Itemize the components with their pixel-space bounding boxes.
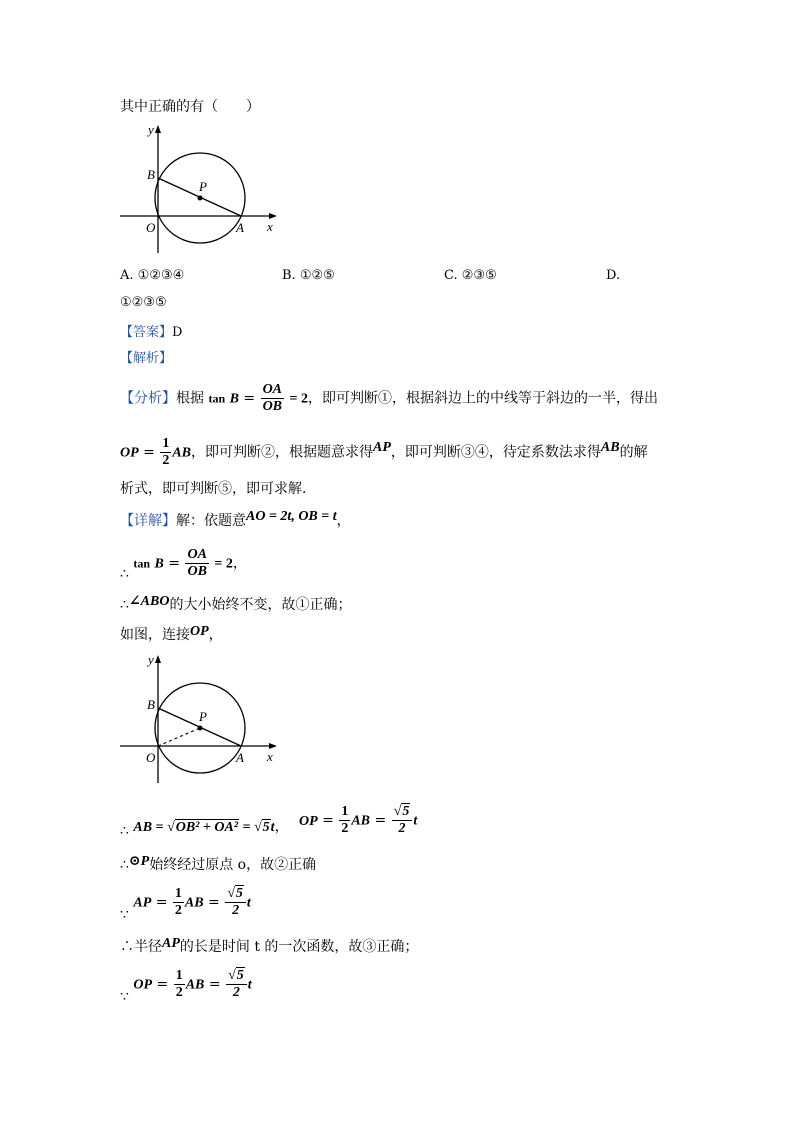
- point-label-o: O: [146, 220, 156, 235]
- point-label-b: B: [147, 697, 155, 712]
- question-tail: 其中正确的有（ ）: [120, 99, 260, 115]
- axis-label-x: x: [267, 749, 273, 764]
- option-b: B. ①②⑤: [282, 268, 335, 283]
- xiangjie-line-5: ∴ AB = √OB² + OA² = √5t， OP = $\frac{1}{2}$ AB = $\frac{√5}{2}$ t: [120, 804, 418, 839]
- option-d-text: ①②③⑤: [120, 295, 167, 310]
- xiangjie-line-1: 【详解】解：依题意AO = 2t, OB = t，: [120, 509, 351, 529]
- fenxi-line-2: OP = $\frac{1}{2}$ AB，即可判断②，根据题意求得AP，即可判断③④，待定系数法求得AB的解: [120, 436, 648, 468]
- xiangjie-line-8: ∴半径AP的长是时间 t 的一次函数，故③正确；: [120, 936, 419, 955]
- axis-label-y: y: [148, 122, 154, 137]
- xiangjie-line-3: ∴∠ABO的大小始终不变，故①正确；: [120, 594, 352, 613]
- point-label-o: O: [146, 750, 156, 765]
- point-label-a: A: [236, 220, 244, 235]
- option-d-letter: D.: [606, 268, 621, 283]
- coordinate-figure-1: [115, 118, 285, 258]
- point-label-b: B: [147, 167, 155, 182]
- point-label-a: A: [236, 750, 244, 765]
- axis-label-y: y: [148, 652, 154, 667]
- point-label-p: P: [199, 179, 207, 194]
- xiangjie-line-9: ∵ OP = $\frac{1}{2}$ AB = $\frac{√5}{2}$ t: [120, 968, 252, 1005]
- xiangjie-line-2: ∴ tan B = $\frac{OA}{OB}$ = 2，: [120, 547, 247, 582]
- fenxi-line-1: 【分析】根据 tan B = $\frac{OA}{OB}$ = 2，即可判断①，根据斜边上的中线等于斜边的一半，得出: [120, 382, 658, 414]
- point-label-p: P: [199, 709, 207, 724]
- option-a: A. ①②③④: [120, 268, 185, 283]
- fenxi-line-3: 析式，即可判断⑤，即可求解．: [120, 481, 316, 497]
- xiangjie-line-6: ∴⊙P始终经过原点 o，故②正确: [120, 854, 317, 873]
- option-c: C. ②③⑤: [444, 268, 497, 283]
- xiangjie-line-4: 如图，连接OP，: [120, 624, 223, 643]
- coordinate-figure-2: [115, 648, 285, 788]
- xiangjie-line-7: ∵ AP = $\frac{1}{2}$ AB = $\frac{√5}{2}$ t: [120, 886, 251, 923]
- analysis-tag: 【解析】: [120, 351, 173, 366]
- answer-line: 【答案】D: [120, 325, 183, 340]
- axis-label-x: x: [267, 219, 273, 234]
